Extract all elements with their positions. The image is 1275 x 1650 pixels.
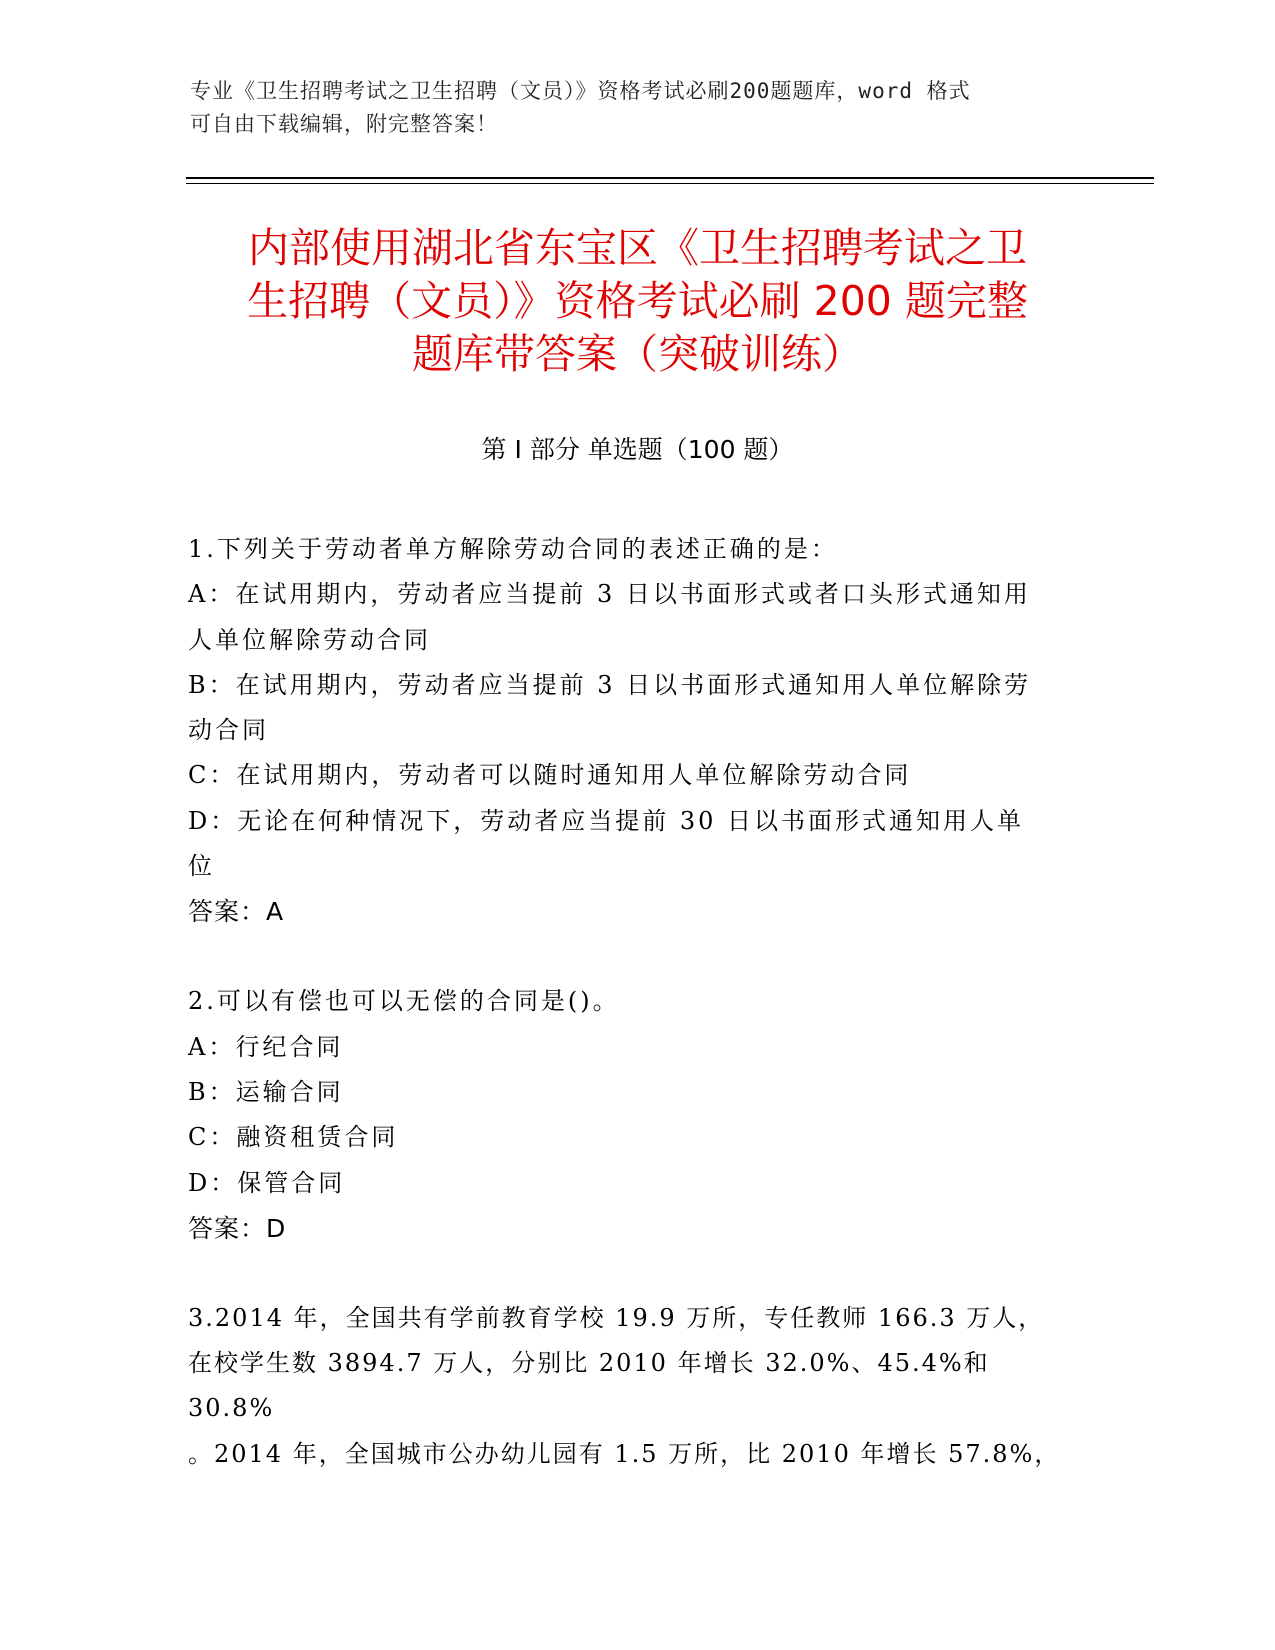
- question-2-option-c: C：融资租赁合同: [188, 1123, 399, 1152]
- question-1-option-a-cont: 人单位解除劳动合同: [188, 625, 431, 654]
- question-2-option-d: D：保管合同: [188, 1168, 346, 1197]
- document-title: [180, 222, 1095, 381]
- question-1-answer: 答案：A: [188, 897, 285, 927]
- question-2-option-b: B：运输合同: [188, 1077, 344, 1106]
- header-divider-thin: [186, 183, 1154, 184]
- header-note-line-1: 专业《卫生招聘考试之卫生招聘（文员）》资格考试必刷200题题库，word 格式: [190, 79, 971, 103]
- question-1-option-d: D：无论在何种情况下，劳动者应当提前 30 日以书面形式通知用人单: [188, 806, 1025, 835]
- header-divider-thick: [186, 177, 1154, 179]
- question-1-option-c: C：在试用期内，劳动者可以随时通知用人单位解除劳动合同: [188, 761, 912, 790]
- question-1-option-b-cont: 动合同: [188, 716, 269, 745]
- question-2-answer: 答案：D: [188, 1213, 287, 1243]
- header-note: [190, 75, 1070, 141]
- question-3: [188, 1296, 1068, 1477]
- question-1-option-b: B：在试用期内，劳动者应当提前 3 日以书面形式通知用人单位解除劳: [188, 670, 1032, 699]
- question-1-stem: 1.下列关于劳动者单方解除劳动合同的表述正确的是：: [188, 535, 838, 563]
- question-1: [188, 527, 1068, 935]
- question-1-option-a: A：在试用期内，劳动者应当提前 3 日以书面形式或者口头形式通知用: [188, 580, 1031, 609]
- document-title-line-1: 内部使用湖北省东宝区《卫生招聘考试之卫: [248, 224, 1027, 272]
- document-title-line-3: 题库带答案（突破训练）: [412, 330, 863, 378]
- question-3-line-3: 。2014 年，全国城市公办幼儿园有 1.5 万所，比 2010 年增长 57.8%，: [188, 1439, 1061, 1468]
- question-3-line-1: 3.2014 年，全国共有学前教育学校 19.9 万所，专任教师 166.3 万人，: [188, 1303, 1045, 1332]
- question-2-option-a: A：行纪合同: [188, 1032, 344, 1061]
- header-note-line-2: 可自由下载编辑，附完整答案！: [190, 112, 498, 136]
- document-title-line-2: 生招聘（文员）》资格考试必刷 200 题完整: [247, 277, 1028, 325]
- question-2: [188, 979, 1068, 1251]
- question-1-option-d-cont: 位: [188, 852, 215, 881]
- question-2-stem: 2.可以有偿也可以无偿的合同是()。: [188, 987, 620, 1016]
- question-3-line-2: 在校学生数 3894.7 万人，分别比 2010 年增长 32.0%、45.4%和 30.8%: [188, 1349, 990, 1423]
- section-title: 第 I 部分 单选题（100 题）: [481, 435, 794, 464]
- question-list: [188, 527, 1068, 1521]
